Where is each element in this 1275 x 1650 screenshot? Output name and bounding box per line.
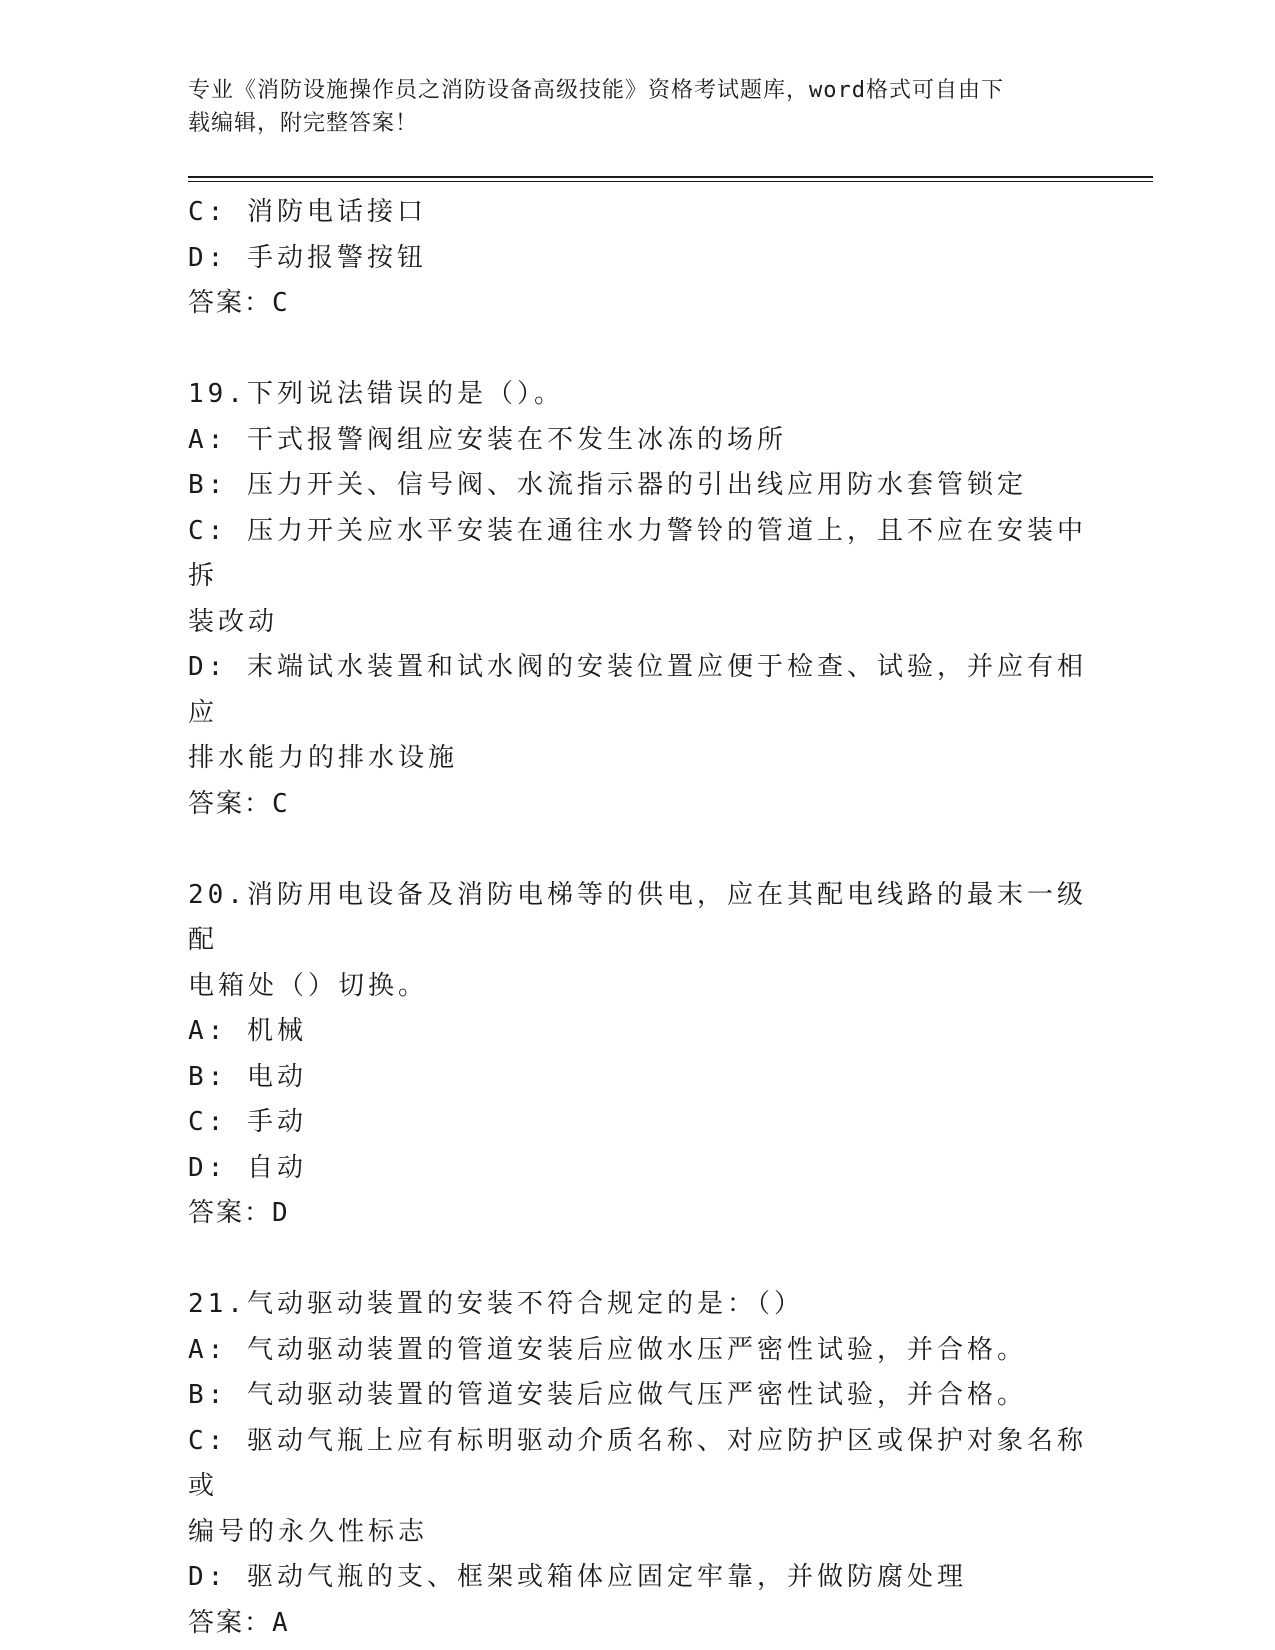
option-b: B: 电动 xyxy=(188,1061,307,1092)
answer-line: 答案：A xyxy=(188,1607,290,1638)
option-d: D: 手动报警按钮 xyxy=(188,242,427,273)
option-c: C: 消防电话接口 xyxy=(188,197,427,227)
option-a: A: 干式报警阀组应安装在不发生冰冻的场所 xyxy=(188,424,787,455)
question-stem: 21.气动驱动装置的安装不符合规定的是：（） xyxy=(188,1289,804,1319)
option-c-continued: 装改动 xyxy=(188,606,279,637)
option-c: C: 压力开关应水平安装在通往水力警铃的管道上，且不应在安装中拆 xyxy=(188,515,1087,591)
option-d: D: 末端试水装置和试水阀的安装位置应便于检查、试验，并应有相应 xyxy=(188,652,1087,728)
question-stem: 19.下列说法错误的是（）。 xyxy=(188,379,564,409)
question-19 xyxy=(188,372,1088,827)
continued-question xyxy=(188,190,1088,327)
option-b: B: 气动驱动装置的管道安装后应做气压严密性试验，并合格。 xyxy=(188,1380,1027,1410)
header-divider-thin xyxy=(188,181,1153,182)
option-d-continued: 排水能力的排水设施 xyxy=(188,743,459,773)
option-d: D: 自动 xyxy=(188,1152,307,1183)
option-c: C: 驱动气瓶上应有标明驱动介质名称、对应防护区或保护对象名称或 xyxy=(188,1425,1087,1501)
spacer xyxy=(188,827,1088,873)
option-b: B: 压力开关、信号阀、水流指示器的引出线应用防水套管锁定 xyxy=(188,470,1027,500)
question-20 xyxy=(188,873,1088,1237)
header-line-1: 专业《消防设施操作员之消防设备高级技能》资格考试题库，word格式可自由下 xyxy=(188,78,1004,103)
header-divider-thick xyxy=(188,176,1153,178)
answer-line: 答案：D xyxy=(188,1198,290,1228)
option-d: D: 驱动气瓶的支、框架或箱体应固定牢靠，并做防腐处理 xyxy=(188,1562,967,1592)
answer-line: 答案：C xyxy=(188,788,290,819)
option-c-continued: 编号的永久性标志 xyxy=(188,1516,429,1547)
spacer xyxy=(188,1237,1088,1283)
spacer xyxy=(188,327,1088,373)
option-a: A: 气动驱动装置的管道安装后应做水压严密性试验，并合格。 xyxy=(188,1334,1027,1365)
option-c: C: 手动 xyxy=(188,1107,307,1137)
question-stem-continued: 电箱处（）切换。 xyxy=(188,970,429,1001)
option-a: A: 机械 xyxy=(188,1016,307,1046)
document-header xyxy=(188,74,1068,140)
question-stem: 20.消防用电设备及消防电梯等的供电，应在其配电线路的最末一级配 xyxy=(188,879,1087,955)
question-21 xyxy=(188,1282,1088,1646)
question-content xyxy=(188,190,1088,1646)
answer-line: 答案：C xyxy=(188,288,290,318)
header-line-2: 载编辑，附完整答案！ xyxy=(188,111,419,136)
